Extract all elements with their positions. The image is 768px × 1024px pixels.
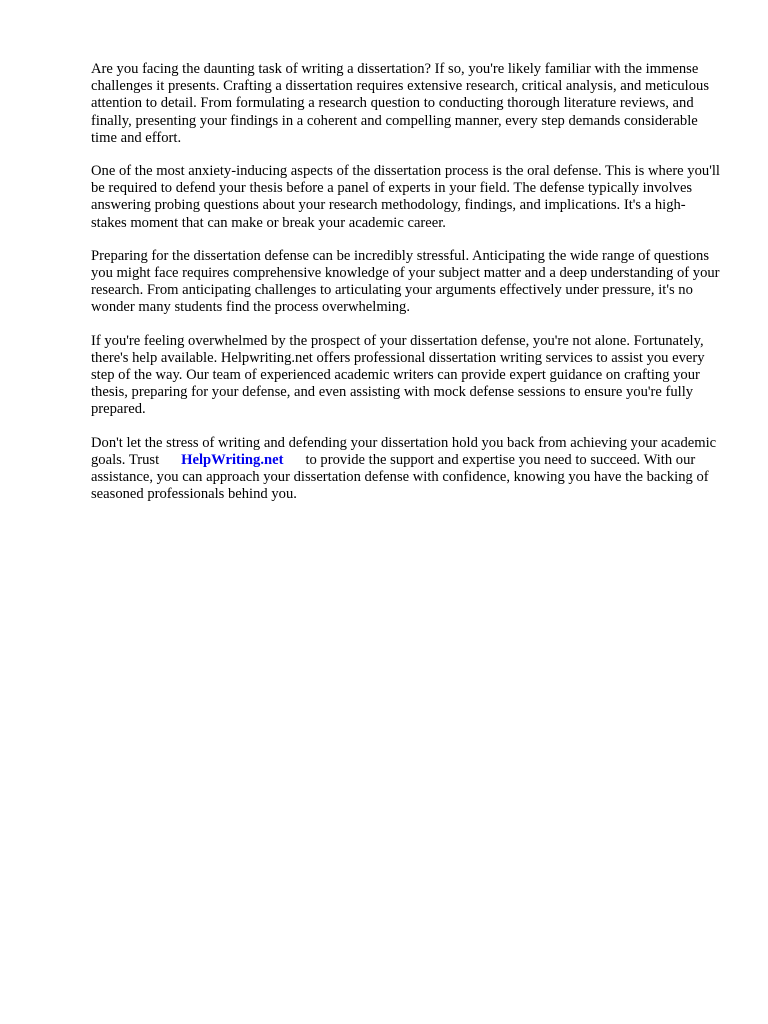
paragraph-closing [91,435,721,504]
helpwriting-link[interactable]: HelpWriting.net [181,451,284,468]
closing-text-after-link: to provide the support and expertise you need to succeed. With our assistance, you can approach your dissertation defense with confidence, knowing you have the backing of seasoned professionals behind you. [91,451,709,503]
paragraph-intro: Are you facing the daunting task of writing a dissertation? If so, you're likely familiar with the immense challenges it presents. Crafting a dissertation requires extensive research, critical analysis, and meticulous attention to detail. From formulating a research question to conducting thorough literature reviews, and finally, presenting your findings in a coherent and compelling manner, every step demands considerable time and effort. [91,61,709,146]
paragraph-oral-defense: One of the most anxiety-inducing aspects of the dissertation process is the oral defense. This is where you'll be required to defend your thesis before a panel of experts in your field. The defense typically involves answering probing questions about your research methodology, findings, and implications. It's a high-stakes moment that can make or break your academic career. [91,163,720,231]
paragraph-help-available: If you're feeling overwhelmed by the prospect of your dissertation defense, you're not alone. Fortunately, there's help available. Helpwriting.net offers professional dissertation writing services to assist you every step of the way. Our team of experienced academic writers can provide expert guidance on crafting your thesis, preparing for your defense, and even assisting with mock defense sessions to ensure you're fully prepared. [91,332,705,418]
document-body [91,61,721,519]
closing-text-before-link: Don't let the stress of writing and defending your dissertation hold you back from achieving your academic goals. Trust [91,434,717,468]
paragraph-preparing: Preparing for the dissertation defense can be incredibly stressful. Anticipating the wide range of questions you might face requires comprehensive knowledge of your subject matter and a deep understanding of your research. From anticipating challenges to articulating your arguments effectively under pressure, it's no wonder many students find the process overwhelming. [91,247,720,316]
